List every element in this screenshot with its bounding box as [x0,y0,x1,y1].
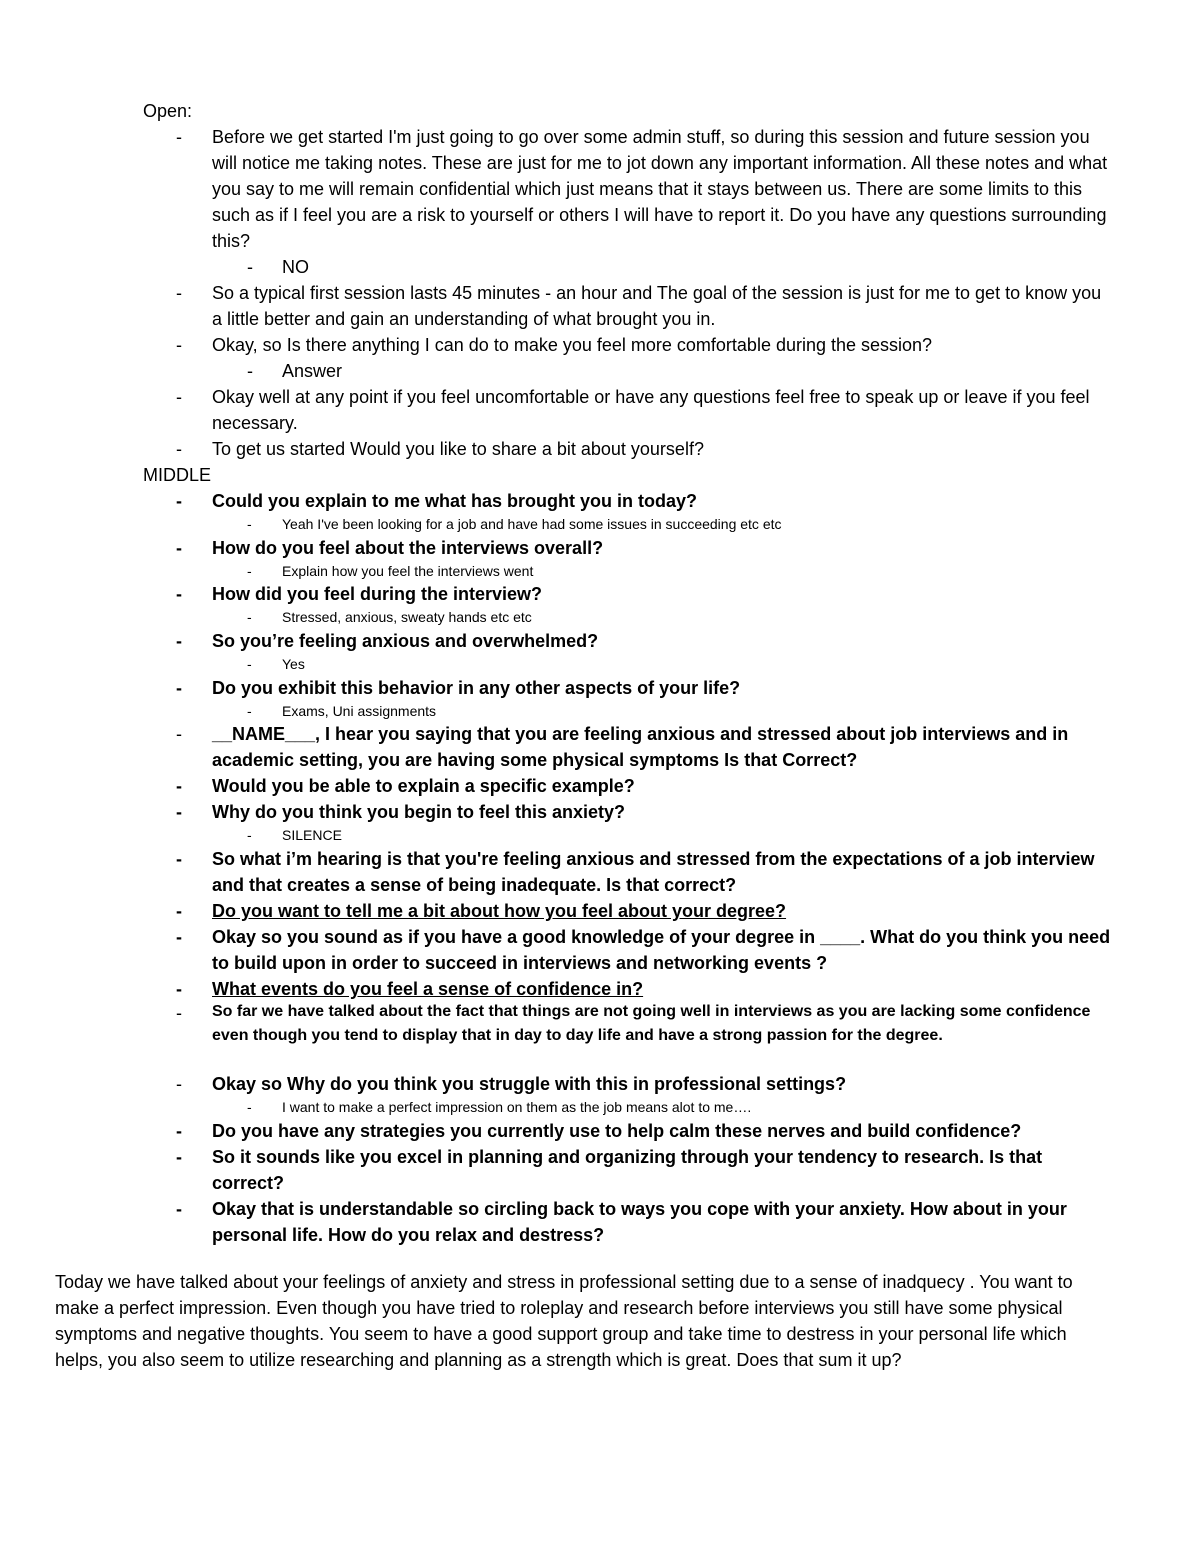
open-item-comfort: Okay, so Is there anything I can do to make you feel more comfortable during the session? [212,335,933,355]
bullet-marker: - [176,491,182,511]
dash-marker: - [176,283,182,303]
bullet-marker: - [176,584,182,604]
dash-marker: - [247,656,252,672]
middle-question: Why do you think you begin to feel this anxiety? [212,802,626,822]
open-item-share: To get us started Would you like to share a bit about yourself? [212,439,704,459]
middle-question: What events do you feel a sense of confidence in? [212,979,644,999]
middle-question: Do you have any strategies you currently use to help calm these nerves and build confidence? [212,1121,1022,1141]
open-item-intro: Before we get started I'm just going to go over some admin stuff, so during this session and future session you will notice me taking notes. These are just for me to jot down any important information. All these notes and what you say to me will remain confidential which just means that it stays between us. There are some limits to this such as if I feel you are a risk to yourself or others I will have to report it. Do you have any questions surrounding this? [212,127,1108,251]
bullet-marker: - [176,927,182,947]
middle-answer: Exams, Uni assignments [282,703,437,719]
bullet-marker: - [176,776,182,796]
middle-answer: SILENCE [282,827,342,843]
middle-question: So you’re feeling anxious and overwhelmed? [212,631,599,651]
middle-question: So it sounds like you excel in planning and organizing through your tendency to research. Is that correct? [212,1147,1043,1193]
open-answer: Answer [282,361,343,381]
dash-marker: - [247,563,252,579]
open-heading: Open: [143,101,193,121]
middle-reflection: So far we have talked about the fact that things are not going well in interviews as you are lacking some confidence even though you tend to display that in day to day life and have a strong passion for the degree. [212,1003,1091,1044]
bullet-marker: - [176,538,182,558]
middle-answer: Yes [282,656,305,672]
middle-question: __NAME___, I hear you saying that you are feeling anxious and stressed about job interviews and in academic setting, you are having some physical symptoms Is that Correct? [212,724,1069,770]
dash-marker: - [176,387,182,407]
dash-marker: - [176,335,182,355]
middle-question: Okay that is understandable so circling back to ways you cope with your anxiety. How about in your personal life. How do you relax and destress? [212,1199,1067,1245]
middle-question: Okay so Why do you think you struggle with this in professional settings? [212,1074,847,1094]
dash-marker: - [176,439,182,459]
dash-marker: - [247,1099,252,1115]
summary-paragraph: Today we have talked about your feelings of anxiety and stress in professional setting due to a sense of inadquecy . You want to make a perfect impression. Even though you have tried to roleplay and research before interviews you still have some physical symptoms and negative thoughts. You seem to have a good support group and take time to destress in your personal life which helps, you also seem to utilize researching and planning as a strength which is great. Does that sum it up? [55,1272,1073,1370]
bullet-marker: - [176,1121,182,1141]
bullet-marker: - [176,1199,182,1219]
dash-marker: - [247,257,253,277]
dash-marker: - [176,127,182,147]
middle-answer: Yeah I've been looking for a job and have had some issues in succeeding etc etc [282,516,782,532]
dash-marker: - [247,361,253,381]
open-answer-no: NO [282,257,309,277]
middle-answer: Stressed, anxious, sweaty hands etc etc [282,609,532,625]
middle-question: How did you feel during the interview? [212,584,543,604]
dash-marker: - [247,827,252,843]
middle-question: Okay so you sound as if you have a good knowledge of your degree in ____. What do you think you need to build upon in order to succeed in interviews and networking events ? [212,927,1111,973]
dash-marker: - [247,703,252,719]
middle-question: How do you feel about the interviews overall? [212,538,604,558]
middle-question: Could you explain to me what has brought you in today? [212,491,698,511]
bullet-marker: - [176,631,182,651]
dash-marker: - [176,1003,182,1023]
middle-answer: I want to make a perfect impression on them as the job means alot to me…. [282,1099,752,1115]
dash-marker: - [247,609,252,625]
middle-question: So what i’m hearing is that you're feeling anxious and stressed from the expectations of a job interview and that creates a sense of being inadequate. Is that correct? [212,849,1095,895]
dash-marker: - [176,1074,182,1094]
open-item-speak-up: Okay well at any point if you feel uncomfortable or have any questions feel free to speak up or leave if you feel necessary. [212,387,1090,433]
bullet-marker: - [176,1147,182,1167]
bullet-marker: - [176,678,182,698]
middle-question: Would you be able to explain a specific example? [212,776,635,796]
open-item-session-length: So a typical first session lasts 45 minutes - an hour and The goal of the session is just for me to get to know you a little better and gain an understanding of what brought you in. [212,283,1102,329]
bullet-marker: - [176,849,182,869]
middle-heading: MIDDLE [143,465,212,485]
bullet-marker: - [176,802,182,822]
bullet-marker: - [176,979,182,999]
dash-marker: - [247,516,252,532]
bullet-marker: - [176,901,182,921]
middle-question: Do you exhibit this behavior in any other aspects of your life? [212,678,741,698]
dash-marker: - [176,724,182,744]
middle-answer: Explain how you feel the interviews went [282,563,534,579]
middle-question: Do you want to tell me a bit about how you feel about your degree? [212,901,787,921]
